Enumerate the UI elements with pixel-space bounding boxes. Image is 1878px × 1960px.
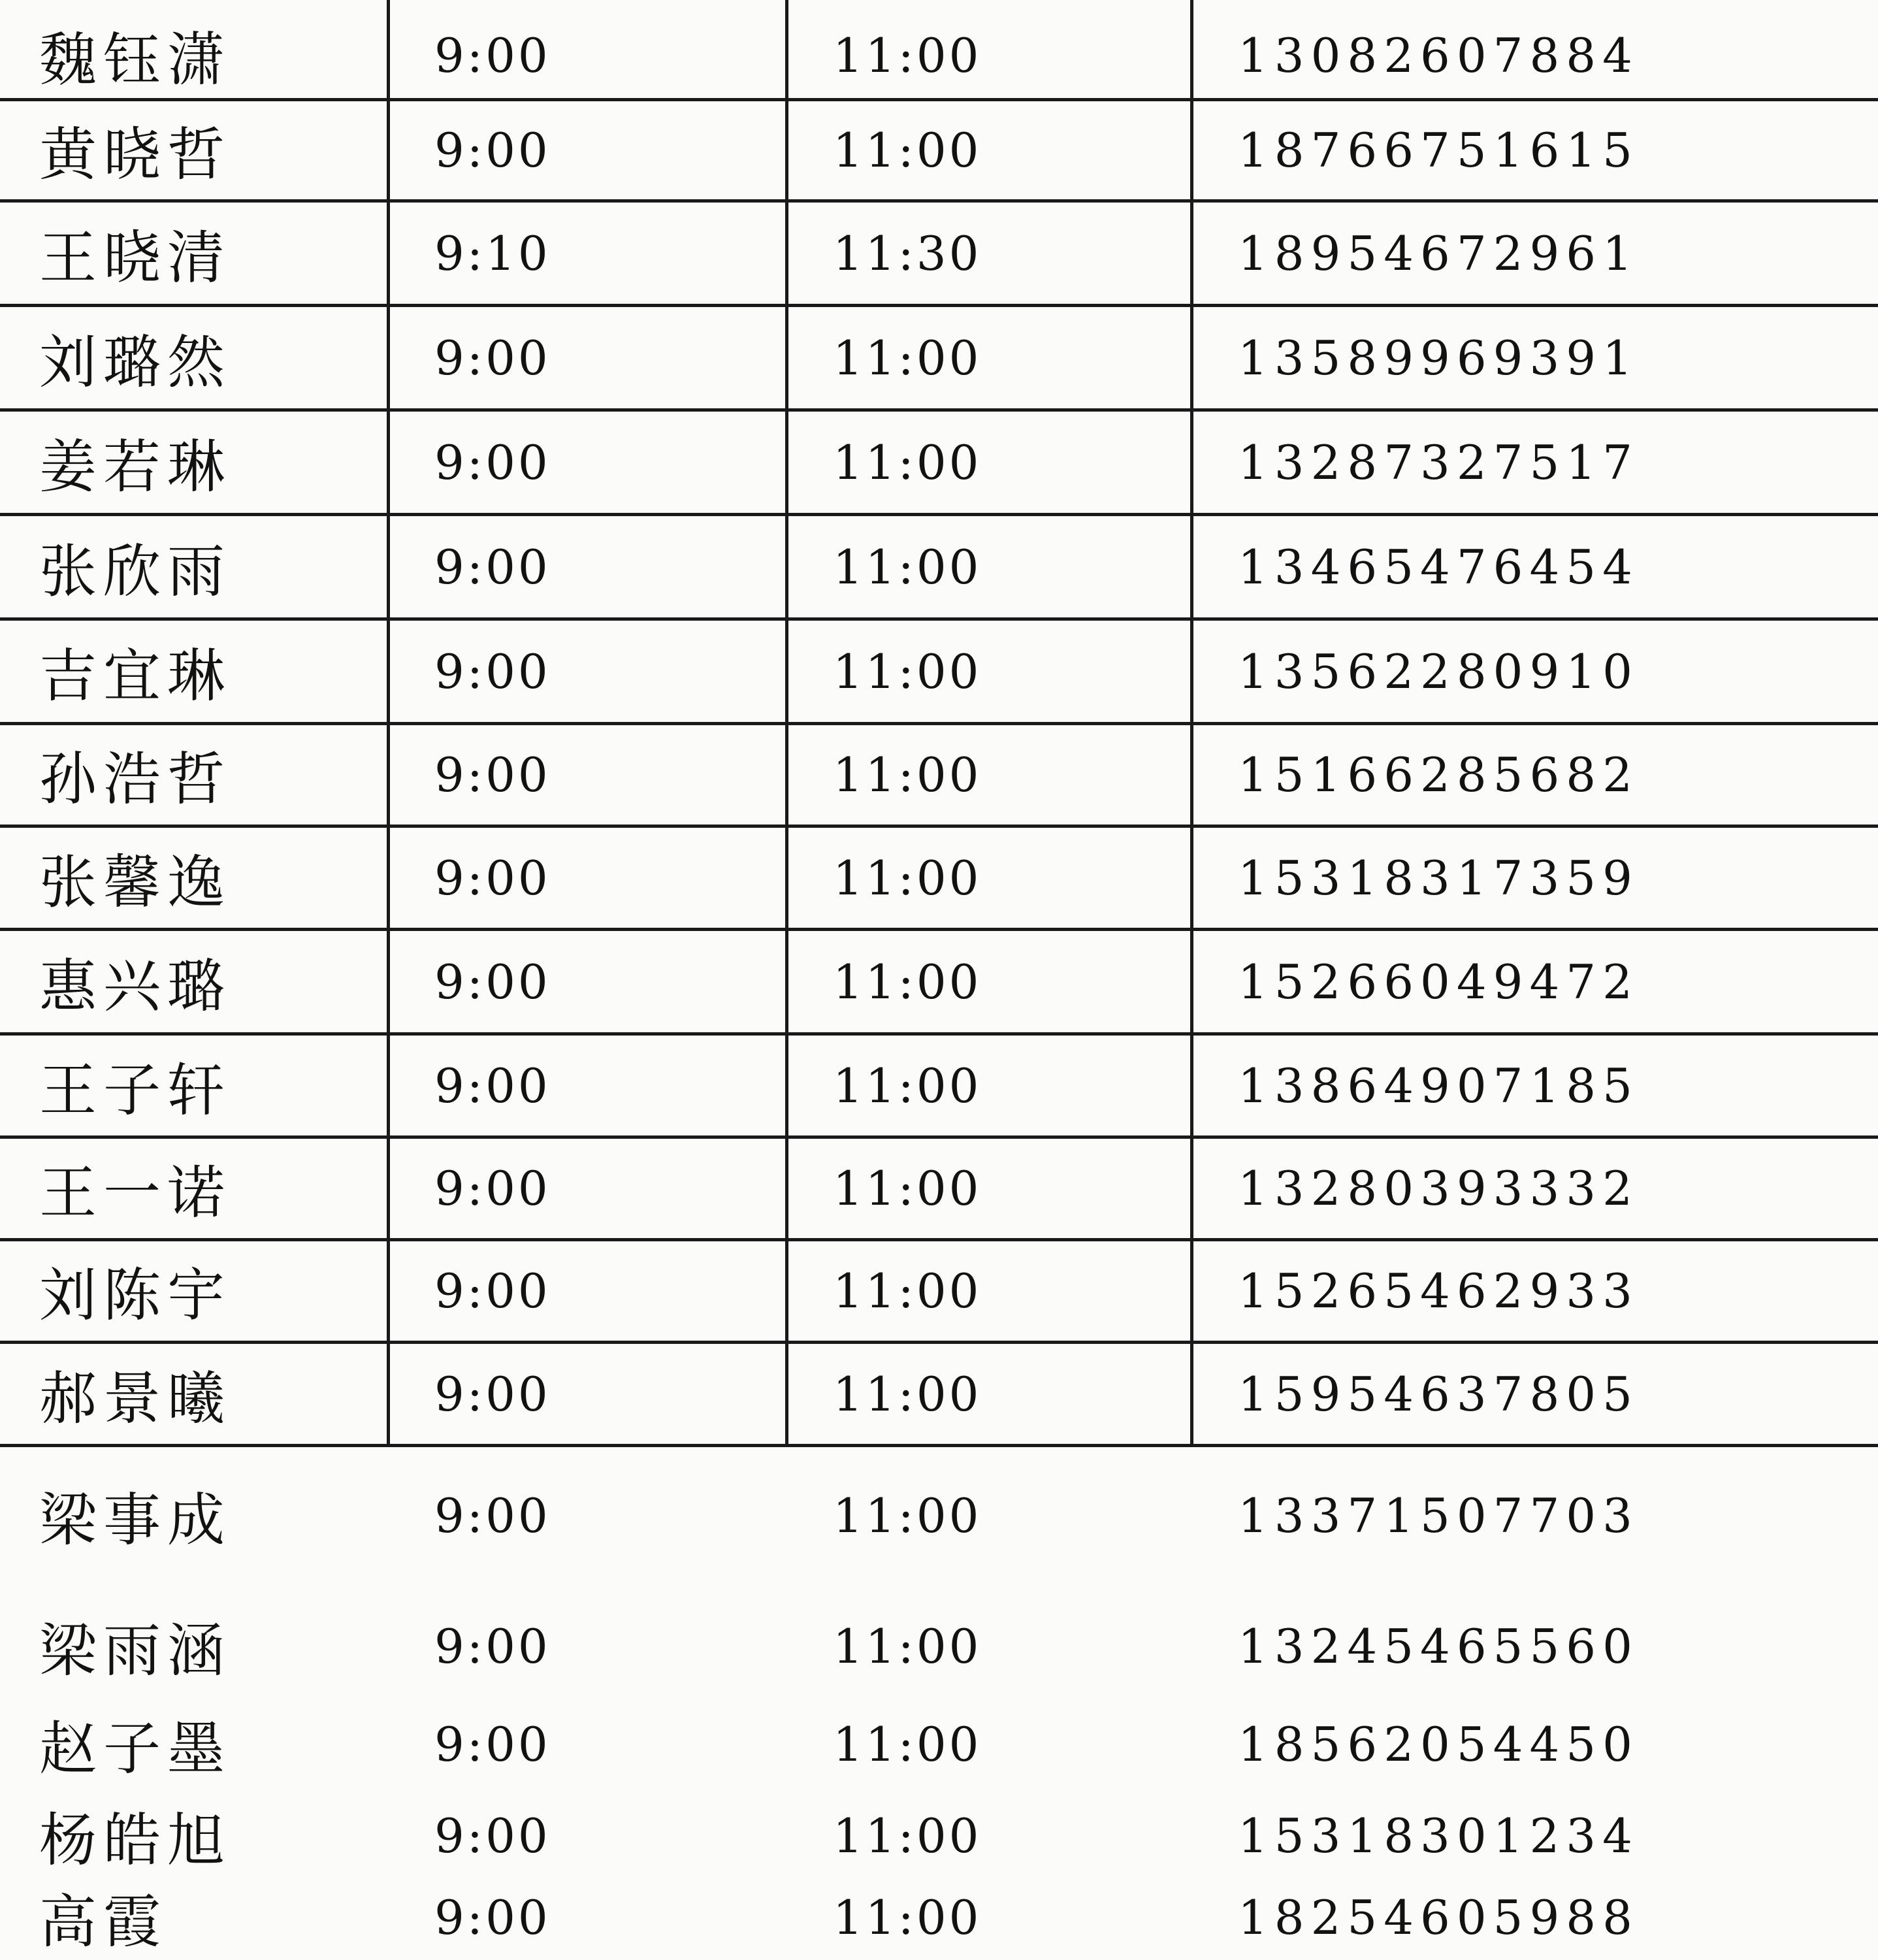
name-cell: 张欣雨: [39, 537, 232, 605]
name-cell: 梁雨涵: [39, 1617, 232, 1684]
start-time-cell: 9:00: [434, 1619, 551, 1674]
table-row: [0, 828, 1878, 928]
start-time-cell: 9:00: [434, 330, 551, 385]
table-row: [0, 1036, 1878, 1135]
table-row: [0, 1241, 1878, 1341]
end-time-cell: 11:00: [833, 1161, 982, 1216]
phone-cell: 15266049472: [1238, 954, 1639, 1009]
start-time-cell: 9:00: [434, 850, 551, 906]
start-time-cell: 9:00: [434, 1264, 551, 1318]
name-cell: 刘陈宇: [39, 1262, 232, 1329]
table-row: [0, 412, 1878, 513]
phone-cell: 15318317359: [1238, 850, 1639, 906]
phone-cell: 15318301234: [1238, 1808, 1639, 1863]
start-time-cell: 9:00: [434, 1717, 551, 1772]
phone-cell: 18954672961: [1238, 225, 1639, 281]
end-time-cell: 11:00: [833, 1366, 982, 1422]
start-time-cell: 9:00: [434, 123, 551, 178]
name-cell: 高霞: [39, 1888, 168, 1955]
table-row: [0, 203, 1878, 304]
table-row: [0, 725, 1878, 825]
phone-cell: 18766751615: [1238, 123, 1639, 178]
end-time-cell: 11:30: [833, 225, 982, 281]
start-time-cell: 9:00: [434, 539, 551, 595]
end-time-cell: 11:00: [833, 1264, 982, 1318]
start-time-cell: 9:00: [434, 1058, 551, 1113]
name-cell: 黄晓哲: [39, 121, 232, 188]
end-time-cell: 11:00: [833, 1619, 982, 1674]
end-time-cell: 11:00: [833, 1717, 982, 1772]
end-time-cell: 11:00: [833, 1058, 982, 1113]
phone-cell: 13082607884: [1238, 28, 1639, 83]
end-time-cell: 11:00: [833, 747, 982, 802]
end-time-cell: 11:00: [833, 330, 982, 385]
name-cell: 梁事成: [39, 1486, 232, 1554]
table-row: [0, 307, 1878, 408]
end-time-cell: 11:00: [833, 28, 982, 83]
name-cell: 王一诺: [39, 1159, 232, 1226]
table-row: [0, 931, 1878, 1032]
end-time-cell: 11:00: [833, 434, 982, 490]
end-time-cell: 11:00: [833, 1488, 982, 1543]
phone-cell: 13287327517: [1238, 434, 1639, 490]
start-time-cell: 9:00: [434, 747, 551, 802]
name-cell: 赵子墨: [39, 1715, 232, 1782]
table-row: [0, 13, 1878, 98]
start-time-cell: 9:00: [434, 1808, 551, 1863]
row-divider: [0, 1444, 1878, 1447]
start-time-cell: 9:00: [434, 1488, 551, 1543]
table-row: [0, 1463, 1878, 1568]
name-cell: 王子轩: [39, 1056, 232, 1124]
phone-cell: 18254605988: [1238, 1890, 1639, 1945]
phone-cell: 13589969391: [1238, 330, 1639, 385]
table-row: [0, 621, 1878, 722]
end-time-cell: 11:00: [833, 123, 982, 178]
table-row: [0, 101, 1878, 199]
end-time-cell: 11:00: [833, 1808, 982, 1863]
end-time-cell: 11:00: [833, 954, 982, 1009]
table-row: [0, 1878, 1878, 1957]
start-time-cell: 9:00: [434, 644, 551, 699]
name-cell: 刘璐然: [39, 328, 232, 396]
phone-cell: 15166285682: [1238, 747, 1639, 802]
start-time-cell: 9:00: [434, 434, 551, 490]
phone-cell: 13465476454: [1238, 539, 1639, 595]
name-cell: 王晓清: [39, 223, 232, 291]
phone-cell: 13864907185: [1238, 1058, 1639, 1113]
phone-cell: 13371507703: [1238, 1488, 1639, 1543]
start-time-cell: 9:00: [434, 1161, 551, 1216]
end-time-cell: 11:00: [833, 644, 982, 699]
name-cell: 张馨逸: [39, 848, 232, 916]
start-time-cell: 9:10: [434, 225, 551, 281]
end-time-cell: 11:00: [833, 1890, 982, 1945]
name-cell: 吉宜琳: [39, 642, 232, 710]
table-row: [0, 1344, 1878, 1444]
table-row: [0, 1699, 1878, 1790]
start-time-cell: 9:00: [434, 954, 551, 1009]
table-row: [0, 516, 1878, 617]
name-cell: 杨皓旭: [39, 1806, 232, 1874]
phone-cell: 15265462933: [1238, 1264, 1639, 1318]
phone-cell: 13245465560: [1238, 1619, 1639, 1674]
end-time-cell: 11:00: [833, 539, 982, 595]
start-time-cell: 9:00: [434, 1366, 551, 1422]
name-cell: 郝景曦: [39, 1364, 232, 1432]
table-row: [0, 1790, 1878, 1882]
table-row: [0, 1139, 1878, 1238]
start-time-cell: 9:00: [434, 1890, 551, 1945]
start-time-cell: 9:00: [434, 28, 551, 83]
name-cell: 惠兴璐: [39, 952, 232, 1020]
end-time-cell: 11:00: [833, 850, 982, 906]
name-cell: 姜若琳: [39, 433, 232, 500]
name-cell: 孙浩哲: [39, 745, 232, 813]
name-cell: 魏钰潇: [39, 26, 232, 93]
table-row: [0, 1594, 1878, 1699]
phone-cell: 18562054450: [1238, 1717, 1639, 1772]
phone-cell: 15954637805: [1238, 1366, 1639, 1422]
phone-cell: 13562280910: [1238, 644, 1639, 699]
phone-cell: 13280393332: [1238, 1161, 1639, 1216]
